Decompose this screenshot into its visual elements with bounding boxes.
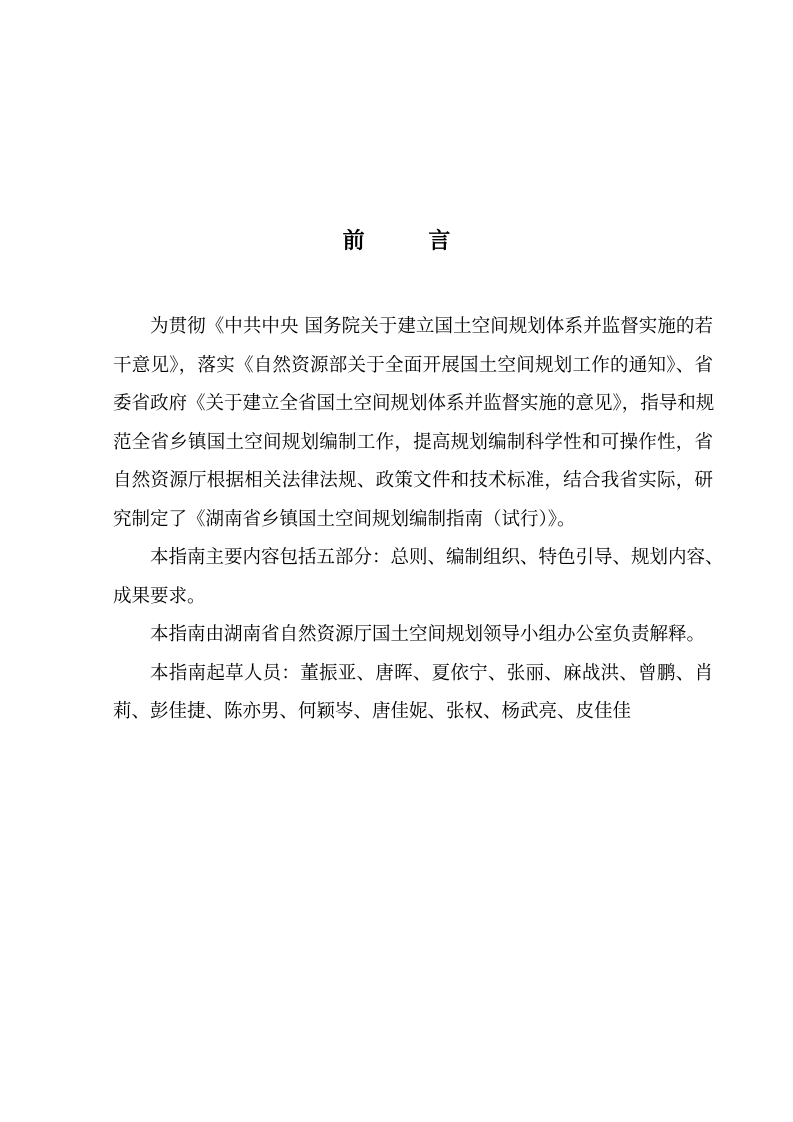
preface-body bbox=[113, 308, 724, 732]
page-title: 前 言 bbox=[342, 229, 479, 254]
paragraph-4-line-1: 本指南起草人员：董振亚、唐晖、夏依宁、张丽、麻战洪、曾鹏、肖 bbox=[150, 662, 713, 684]
paragraph-1-line-1: 为贯彻《中共中央 国务院关于建立国土空间规划体系并监督实施的若 bbox=[150, 316, 713, 337]
paragraph-1-line-2: 干意见》，落实《自然资源部关于全面开展国土空间规划工作的通知》、省 bbox=[113, 354, 713, 376]
paragraph-1-line-4: 范全省乡镇国土空间规划编制工作，提高规划编制科学性和可操作性，省 bbox=[113, 431, 713, 453]
paragraph-1-line-6: 究制定了《湖南省乡镇国土空间规划编制指南（试行）》。 bbox=[113, 508, 576, 530]
paragraph-1-line-5: 自然资源厅根据相关法律法规、政策文件和技术标准，结合我省实际，研 bbox=[113, 470, 713, 491]
paragraph-4-line-2: 莉、彭佳捷、陈亦男、何颖岑、唐佳妮、张权、杨武亮、皮佳佳 bbox=[113, 701, 632, 722]
paragraph-1-line-3: 委省政府《关于建立全省国土空间规划体系并监督实施的意见》，指导和规 bbox=[113, 393, 715, 414]
paragraph-2-line-1: 本指南主要内容包括五部分：总则、编制组织、特色引导、规划内容、 bbox=[150, 547, 724, 568]
paragraph-2-line-2: 成果要求。 bbox=[113, 585, 206, 607]
paragraph-3-line-1: 本指南由湖南省自然资源厅国土空间规划领导小组办公室负责解释。 bbox=[150, 624, 706, 645]
